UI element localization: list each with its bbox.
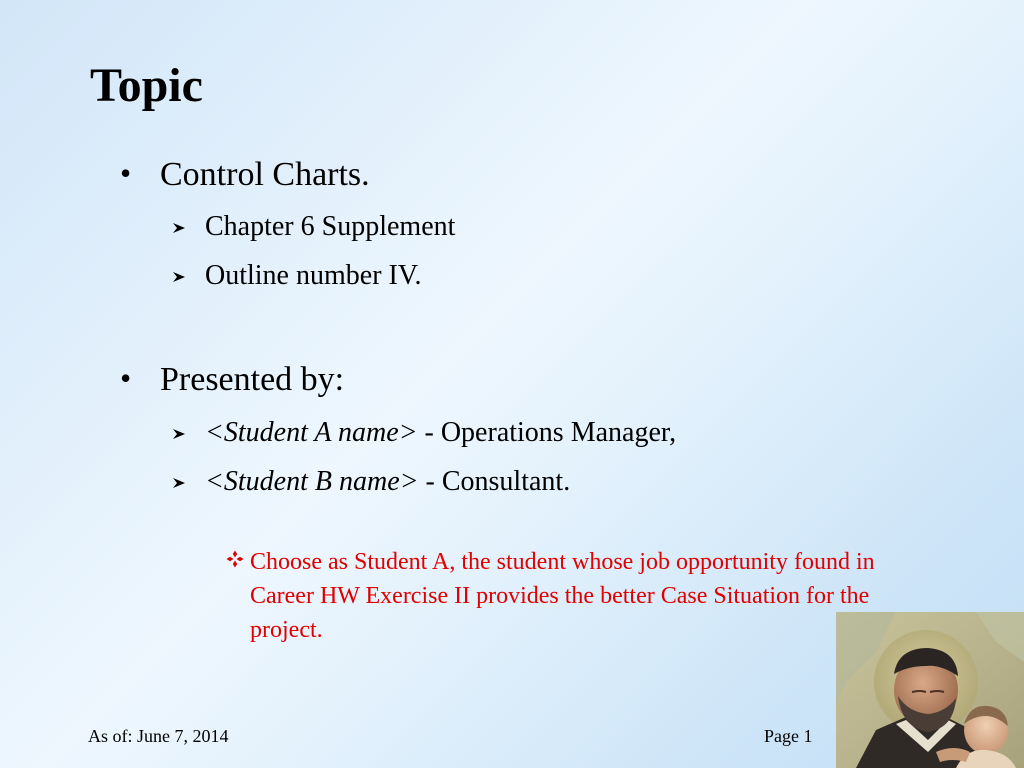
note-text: Choose as Student A, the student whose job opportunity found in Career HW Exercise II provides the better Case Situation for the project. bbox=[250, 549, 875, 643]
bullet-dot-icon: • bbox=[120, 155, 132, 191]
arrowhead-icon bbox=[172, 222, 186, 234]
sub-bullet-text: Chapter 6 Supplement bbox=[205, 211, 456, 242]
sub-bullet-text: Outline number IV. bbox=[205, 260, 422, 291]
four-diamond-star-icon bbox=[226, 550, 244, 568]
portrait-painting bbox=[836, 612, 1024, 768]
student-a-placeholder: <Student A name> bbox=[205, 417, 418, 448]
arrowhead-icon bbox=[172, 428, 186, 440]
portrait-painting-image bbox=[836, 612, 1024, 768]
arrowhead-icon bbox=[172, 271, 186, 283]
student-b-placeholder: <Student B name> bbox=[205, 466, 419, 497]
student-b-role: - Consultant. bbox=[418, 466, 571, 497]
bullet-text: Control Charts. bbox=[160, 156, 370, 193]
instruction-note bbox=[226, 545, 906, 647]
sub-bullet-text bbox=[205, 466, 570, 498]
arrowhead-icon bbox=[172, 477, 186, 489]
bullet-text: Presented by: bbox=[160, 361, 345, 398]
footer-page-number: Page 1 bbox=[764, 726, 813, 746]
footer-date: As of: June 7, 2014 bbox=[88, 726, 229, 746]
sub-bullet-text bbox=[205, 417, 676, 449]
slide-title: Topic bbox=[90, 59, 203, 112]
student-a-role: - Operations Manager, bbox=[417, 417, 677, 448]
bullet-dot-icon: • bbox=[120, 360, 132, 396]
